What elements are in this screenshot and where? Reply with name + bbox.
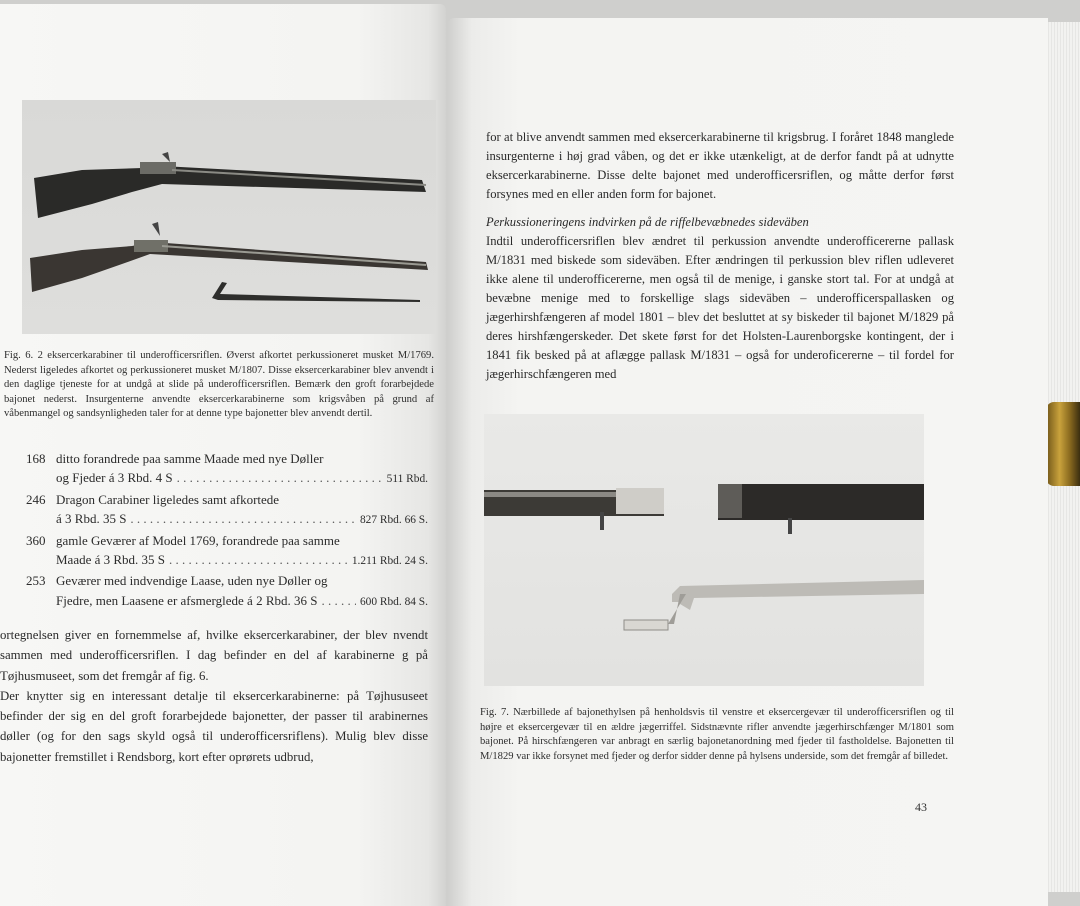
ledger-entry xyxy=(26,490,428,531)
inventory-ledger xyxy=(26,449,428,612)
carbines-illustration xyxy=(22,100,436,334)
right-body-text xyxy=(486,128,954,384)
ledger-leader-dots xyxy=(321,591,355,610)
ledger-description-cont: Fjedre, men Laasene er afsmerglede á 2 Rbd. 36 S xyxy=(56,592,318,608)
ledger-quantity: 246 xyxy=(26,491,46,507)
ledger-description-cont: á 3 Rbd. 35 S xyxy=(56,511,127,527)
ledger-amount: 1.211 Rbd. 24 S. xyxy=(351,555,428,568)
body-paragraph: ortegnelsen giver en fornemmelse af, hvilke eksercerkarabiner, der blev nvendt sammen med underofficersriflen. I dag befinder en del af karabinerne g på Tøjhusmuseet, som det fremgår af fig. 6. xyxy=(0,628,428,683)
left-page xyxy=(0,4,446,906)
ledger-description: ditto forandrede paa samme Maade med nye Døller xyxy=(56,451,324,466)
page-number: 43 xyxy=(915,800,927,814)
ledger-entry xyxy=(26,571,428,612)
ledger-leader-dots xyxy=(169,550,348,569)
ledger-quantity: 360 xyxy=(26,532,46,548)
ledger-leader-dots xyxy=(130,509,356,528)
ledger-amount: 511 Rbd. xyxy=(386,473,428,486)
figure-7-photo-bayonet-sockets xyxy=(484,414,924,686)
ledger-entry xyxy=(26,449,428,490)
ledger-entry xyxy=(26,531,428,572)
figure-6-caption xyxy=(4,349,434,422)
ledger-amount: 827 Rbd. 66 S. xyxy=(359,514,428,527)
section-heading: Perkussioneringens indvirken på de riffelbevæbnedes sideväben xyxy=(486,215,809,229)
figure-7-caption-text: Fig. 7. Nærbillede af bajonethylsen på henholdsvis til venstre et eksercergevær til underofficersriflen og til højre et eksercergevær til en ældre jægerriffel. Sidstnævnte rifler anvendte jægerhirschfænger M/1801 som bajonet. På hirschfængeren var anbragt en særlig bajonetanordning med fjeder til fastholdelse. Bajonetten til M/1829 var ikke forsynet med fjeder og derfor sidder denne på hylsens underside, som det fremgår af billedet. xyxy=(480,707,954,762)
ledger-description: gamle Geværer af Model 1769, forandrede paa samme xyxy=(56,532,340,548)
ledger-description-cont: og Fjeder á 3 Rbd. 4 S xyxy=(56,470,173,486)
body-paragraph: Der knytter sig en interessant detalje til eksercerkarabinerne: på Tøjhususeet befinder der sig en del groft forarbejdede bajonetter, der passer til arabinernes døller (og for den sags skyld også til underofficersriflens). Mulig blev disse bajonetter fremstillet i Rendsborg, kort efter oprørets udbrud, xyxy=(0,688,428,764)
ledger-description: Dragon Carabiner ligeledes samt afkortede xyxy=(56,491,280,507)
figure-6-photo-carbines xyxy=(22,100,436,334)
bookmark-ribbon xyxy=(1046,402,1080,486)
ledger-quantity: 253 xyxy=(26,573,46,589)
body-paragraph: Indtil underofficersriflen blev ændret til perkussion anvendte underofficererne pallask M/1831 med biskede som sideväben. Efter ændringen til perkussion blev riflen udleveret ikke alene til underofficererne, men også til de menige, i ganske stort tal. For at undgå at bevæbne menige med to forskellige slags sideväben – underofficerspallasken og jægerhirshfængeren af model 1801 – blev det besluttet at sy biskeder til bajonet M/1829 på deres hirshfængerskeder. Det skete først for det Holsten-Laurenborgske kontingent, der i 1841 fik besked på at aflægge pallask M/1831 – også for underoficererne – til fordel for jægerhirschfængeren med xyxy=(486,234,954,381)
ledger-description-cont: Maade á 3 Rbd. 35 S xyxy=(56,552,166,568)
ledger-description: Geværer med indvendige Laase, uden nye Døller og xyxy=(56,573,328,589)
ledger-quantity: 168 xyxy=(26,451,46,466)
figure-7-caption xyxy=(480,706,954,764)
figure-6-caption-text: Fig. 6. 2 eksercerkarabiner til underofficersriflen. Øverst afkortet perkussioneret musket M/1769. Nederst ligeledes afkortet og perkussioneret musket M/1807. Disse eksercerkarabiner blev anvendt i den daglige tjeneste for at undgå at slide på underofficersriflen. Bemærk den groft forarbejdede bajonet nederst. Insurgenterne anvendte eksercerkarabinerne som krigsvåben på grund af våbenmangel og sandsynligheden taler for at denne type bajonetter blev anvendt dertil. xyxy=(4,350,434,419)
right-page xyxy=(448,18,1048,906)
intro-paragraph: for at blive anvendt sammen med eksercerkarabinerne til krigsbrug. I foråret 1848 manglede insurgenterne i høj grad våben, og det er ikke utænkeligt, at de derfor fandt på at udnytte eksercerkarabinerne. Disse delte bajonet med underofficersriflen, og måtte derfor først forsynes med en eller anden form for bajonet. xyxy=(486,130,954,201)
bayonet-sockets-illustration xyxy=(484,414,924,686)
ledger-leader-dots xyxy=(177,468,383,487)
left-body-text xyxy=(0,625,428,767)
ledger-amount: 600 Rbd. 84 S. xyxy=(359,595,428,608)
